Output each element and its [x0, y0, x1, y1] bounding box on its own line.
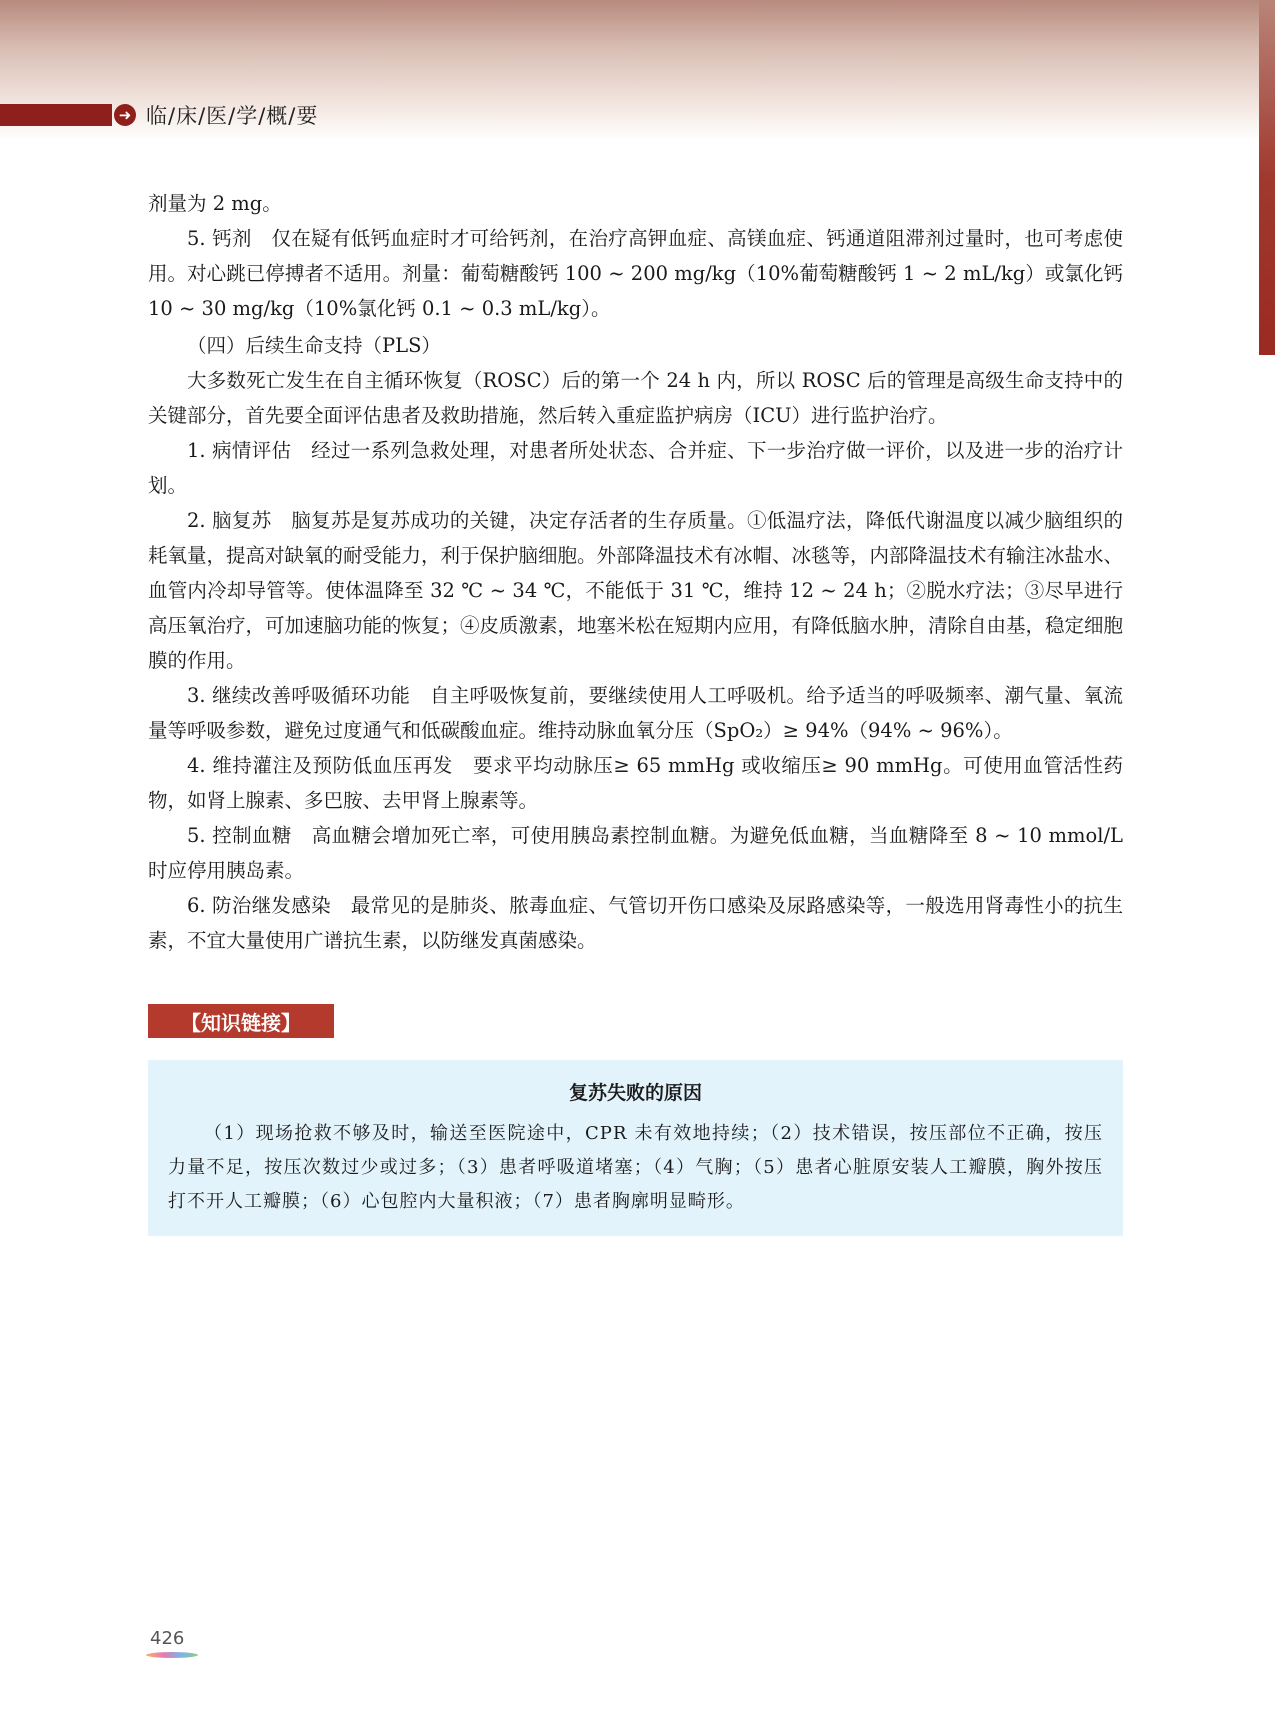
paragraph-continuation: 剂量为 2 mg。 — [148, 192, 282, 215]
knowledge-link-box — [148, 1060, 1123, 1236]
paragraph-calcium: 5. 钙剂 仅在疑有低钙血症时才可给钙剂，在治疗高钾血症、高镁血症、钙通道阻滞剂过量时，也可考虑使用。对心跳已停搏者不适用。剂量：葡萄糖酸钙 100 ~ 200 mg/kg（10%葡萄糖酸钙 1 ~ 2 mL/kg）或氯化钙 10 ~ 30 mg/kg（10%氯化钙 0.1 ~ 0.3 mL/kg）。 — [148, 227, 1123, 320]
book-title: 临/床/医/学/概/要 — [146, 104, 319, 128]
paragraph-infection: 6. 防治继发感染 最常见的是肺炎、脓毒血症、气管切开伤口感染及尿路感染等，一般选用肾毒性小的抗生素，不宜大量使用广谱抗生素，以防继发真菌感染。 — [148, 894, 1123, 952]
paragraph-perfusion: 4. 维持灌注及预防低血压再发 要求平均动脉压≥ 65 mmHg 或收缩压≥ 90 mmHg。可使用血管活性药物，如肾上腺素、多巴胺、去甲肾上腺素等。 — [148, 754, 1123, 812]
arrow-right-circle-icon: ➜ — [114, 104, 136, 126]
paragraph-respiration: 3. 继续改善呼吸循环功能 自主呼吸恢复前，要继续使用人工呼吸机。给予适当的呼吸频率、潮气量、氧流量等呼吸参数，避免过度通气和低碳酸血症。维持动脉血氧分压（SpO₂）≥ 94%（94% ~ 96%）。 — [148, 684, 1123, 742]
paragraph-assessment: 1. 病情评估 经过一系列急救处理，对患者所处状态、合并症、下一步治疗做一评价，以及进一步的治疗计划。 — [148, 439, 1123, 497]
header-bar — [0, 104, 112, 126]
knowledge-link-body: （1）现场抢救不够及时，输送至医院途中，CPR 未有效地持续；（2）技术错误，按压部位不正确，按压力量不足，按压次数过少或过多；（3）患者呼吸道堵塞；（4）气胸；（5）患者心脏原安装人工瓣膜，胸外按压打不开人工瓣膜；（6）心包腔内大量积液；（7）患者胸廓明显畸形。 — [168, 1123, 1103, 1212]
paragraph-brain-resuscitation: 2. 脑复苏 脑复苏是复苏成功的关键，决定存活者的生存质量。①低温疗法，降低代谢温度以减少脑组织的耗氧量，提高对缺氧的耐受能力，利于保护脑细胞。外部降温技术有冰帽、冰毯等，内部降温技术有输注冰盐水、血管内冷却导管等。使体温降至 32 ℃ ~ 34 ℃，不能低于 31 ℃，维持 12 ~ 24 h；②脱水疗法；③尽早进行高压氧治疗，可加速脑功能的恢复；④皮质激素，地塞米松在短期内应用，有降低脑水肿，清除自由基，稳定细胞膜的作用。 — [148, 509, 1124, 672]
paragraph-rosc: 大多数死亡发生在自主循环恢复（ROSC）后的第一个 24 h 内，所以 ROSC 后的管理是高级生命支持中的关键部分，首先要全面评估患者及救助措施，然后转入重症监护病房（ICU）进行监护治疗。 — [148, 369, 1123, 427]
knowledge-link-tag: 【知识链接】 — [148, 1004, 334, 1038]
side-stripe — [1259, 0, 1275, 355]
main-content — [148, 186, 1123, 958]
page-number: 426 — [150, 1628, 185, 1649]
section-heading-pls: （四）后续生命支持（PLS） — [187, 334, 441, 357]
knowledge-link-title: 复苏失败的原因 — [568, 1082, 702, 1104]
paragraph-blood-sugar: 5. 控制血糖 高血糖会增加死亡率，可使用胰岛素控制血糖。为避免低血糖，当血糖降至 8 ~ 10 mmol/L 时应停用胰岛素。 — [148, 824, 1123, 882]
page-number-decoration — [146, 1652, 198, 1658]
